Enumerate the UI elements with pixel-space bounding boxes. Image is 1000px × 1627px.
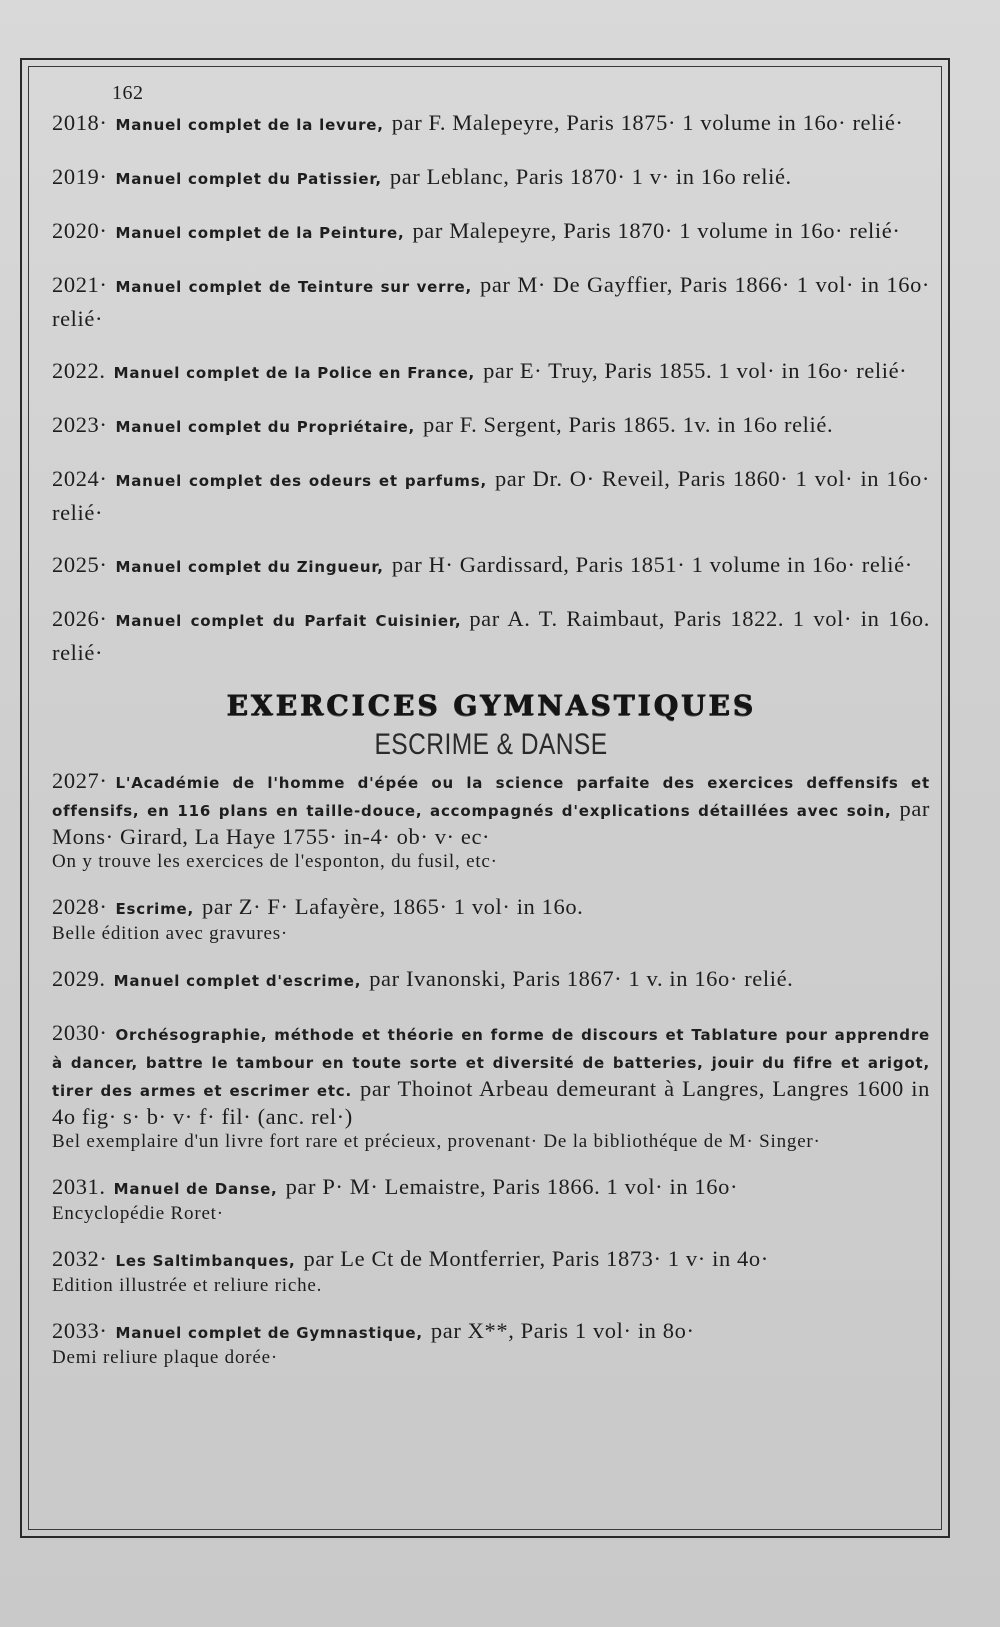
- entry-title: Escrime,: [115, 900, 195, 918]
- entry-title: Manuel de Danse,: [113, 1180, 278, 1198]
- entry-details: par Mons· Girard, La Haye 1755· in-4· ob· v· ec·: [52, 796, 930, 849]
- entry-number: 2030·: [52, 1020, 108, 1045]
- entry-note: Edition illustrée et reliure riche.: [52, 1275, 323, 1296]
- entry-number: 2031.: [52, 1174, 106, 1199]
- entry-title: Manuel complet du Propriétaire,: [115, 418, 416, 436]
- entry-number: 2032·: [52, 1246, 108, 1271]
- entry-details: par X**, Paris 1 vol· in 8o·: [430, 1318, 695, 1343]
- entry-title: Manuel complet de la Police en France,: [113, 364, 476, 382]
- entry-number: 2025·: [52, 552, 108, 577]
- entry-title: L'Académie de l'homme d'épée ou la science parfaite des exercices deffensifs et offensifs, en 116 plans en taille-douce, accompagnés d'explications détaillées avec soin,: [52, 774, 930, 820]
- entry-note: On y trouve les exercices de l'esponton, du fusil, etc·: [52, 851, 498, 872]
- entry-details: par F. Malepeyre, Paris 1875· 1 volume in 16o· relié·: [391, 110, 904, 135]
- entry-number: 2019·: [52, 164, 108, 189]
- entry-number: 2026·: [52, 606, 108, 631]
- entry-title: Manuel complet d'escrime,: [113, 972, 362, 990]
- entry-details: par Le Ct de Montferrier, Paris 1873· 1 v· in 4o·: [303, 1246, 769, 1271]
- catalogue-entry: [52, 549, 930, 583]
- catalogue-entry: [52, 269, 930, 335]
- catalogue-entry: [52, 966, 930, 994]
- catalogue-entry: [52, 409, 930, 443]
- entry-details: par Malepeyre, Paris 1870· 1 volume in 16o· relié·: [412, 218, 901, 243]
- entry-details: par A. T. Raimbaut, Paris 1822. 1 vol· in 16o. relié·: [52, 606, 931, 665]
- entry-number: 2018·: [52, 110, 108, 135]
- entry-title: Manuel complet des odeurs et parfums,: [115, 472, 487, 490]
- entry-details: par H· Gardissard, Paris 1851· 1 volume in 16o· relié·: [391, 552, 913, 577]
- entry-number: 2024·: [52, 466, 108, 491]
- page-content: [52, 82, 930, 1390]
- catalogue-entry: [52, 463, 930, 529]
- entry-details: par Z· F· Lafayère, 1865· 1 vol· in 16o.: [202, 894, 584, 919]
- catalogue-entry: [52, 1174, 930, 1226]
- catalogue-entry: [52, 1318, 930, 1370]
- entry-details: par Leblanc, Paris 1870· 1 v· in 16o relié.: [389, 164, 792, 189]
- catalogue-entry: [52, 1246, 930, 1298]
- catalogue-entry: [52, 894, 930, 946]
- entry-number: 2023·: [52, 412, 108, 437]
- catalogue-entry: [52, 215, 930, 249]
- section-heading: [52, 689, 930, 762]
- entry-title: Orchésographie, méthode et théorie en forme de discours et Tablature pour apprendre à dancer, battre le tambour en toute sorte et diversité de batteries, jouir du fifre et arigot, tirer des armes et escrimer etc.: [52, 1026, 930, 1100]
- entry-details: par Ivanonski, Paris 1867· 1 v. in 16o· relié.: [369, 966, 794, 991]
- entry-title: Manuel complet de Gymnastique,: [115, 1324, 423, 1342]
- entry-title: Manuel complet du Zingueur,: [115, 558, 384, 576]
- section-subtitle: ESCRIME & DANSE: [374, 728, 608, 761]
- entry-number: 2029.: [52, 966, 106, 991]
- entry-details: par Dr. O· Reveil, Paris 1860· 1 vol· in 16o· relié·: [52, 466, 930, 525]
- catalogue-entry: [52, 107, 930, 141]
- entry-details: par F. Sergent, Paris 1865. 1v. in 16o relié.: [423, 412, 834, 437]
- section-title: EXERCICES GYMNASTIQUES: [226, 689, 756, 722]
- catalogue-entry: [52, 161, 930, 195]
- entry-title: Les Saltimbanques,: [115, 1252, 296, 1270]
- entry-number: 2027·: [52, 768, 108, 793]
- catalogue-entry: [52, 603, 930, 669]
- entry-title: Manuel complet de Teinture sur verre,: [115, 278, 472, 296]
- catalogue-entry: [52, 768, 930, 874]
- catalogue-entry: [52, 1020, 930, 1154]
- catalogue-entry: [52, 355, 930, 389]
- entry-number: 2020·: [52, 218, 108, 243]
- entry-details: par P· M· Lemaistre, Paris 1866. 1 vol· in 16o·: [285, 1174, 739, 1199]
- entry-title: Manuel complet du Patissier,: [115, 170, 382, 188]
- entry-note: Bel exemplaire d'un livre fort rare et précieux, provenant· De la bibliothéque de M· Singer·: [52, 1131, 821, 1152]
- entry-number: 2021·: [52, 272, 108, 297]
- entry-title: Manuel complet de la Peinture,: [115, 224, 405, 242]
- entry-title: Manuel complet de la levure,: [115, 116, 384, 134]
- entry-title: Manuel complet du Parfait Cuisinier,: [115, 612, 462, 630]
- section-entry-list: [52, 768, 930, 1370]
- entry-details: par M· De Gayffier, Paris 1866· 1 vol· in 16o· relié·: [52, 272, 931, 331]
- entry-note: Belle édition avec gravures·: [52, 923, 289, 944]
- entry-list: [52, 107, 930, 669]
- entry-number: 2028·: [52, 894, 108, 919]
- entry-details: par Thoinot Arbeau demeurant à Langres, Langres 1600 in 4o fig· s· b· v· f· fil· (anc. rel·): [52, 1076, 930, 1129]
- entry-note: Demi reliure plaque dorée·: [52, 1347, 279, 1368]
- entry-number: 2022.: [52, 358, 106, 383]
- entry-details: par E· Truy, Paris 1855. 1 vol· in 16o· relié·: [483, 358, 908, 383]
- page-number: 162: [112, 82, 144, 104]
- entry-note: Encyclopédie Roret·: [52, 1203, 224, 1224]
- entry-number: 2033·: [52, 1318, 108, 1343]
